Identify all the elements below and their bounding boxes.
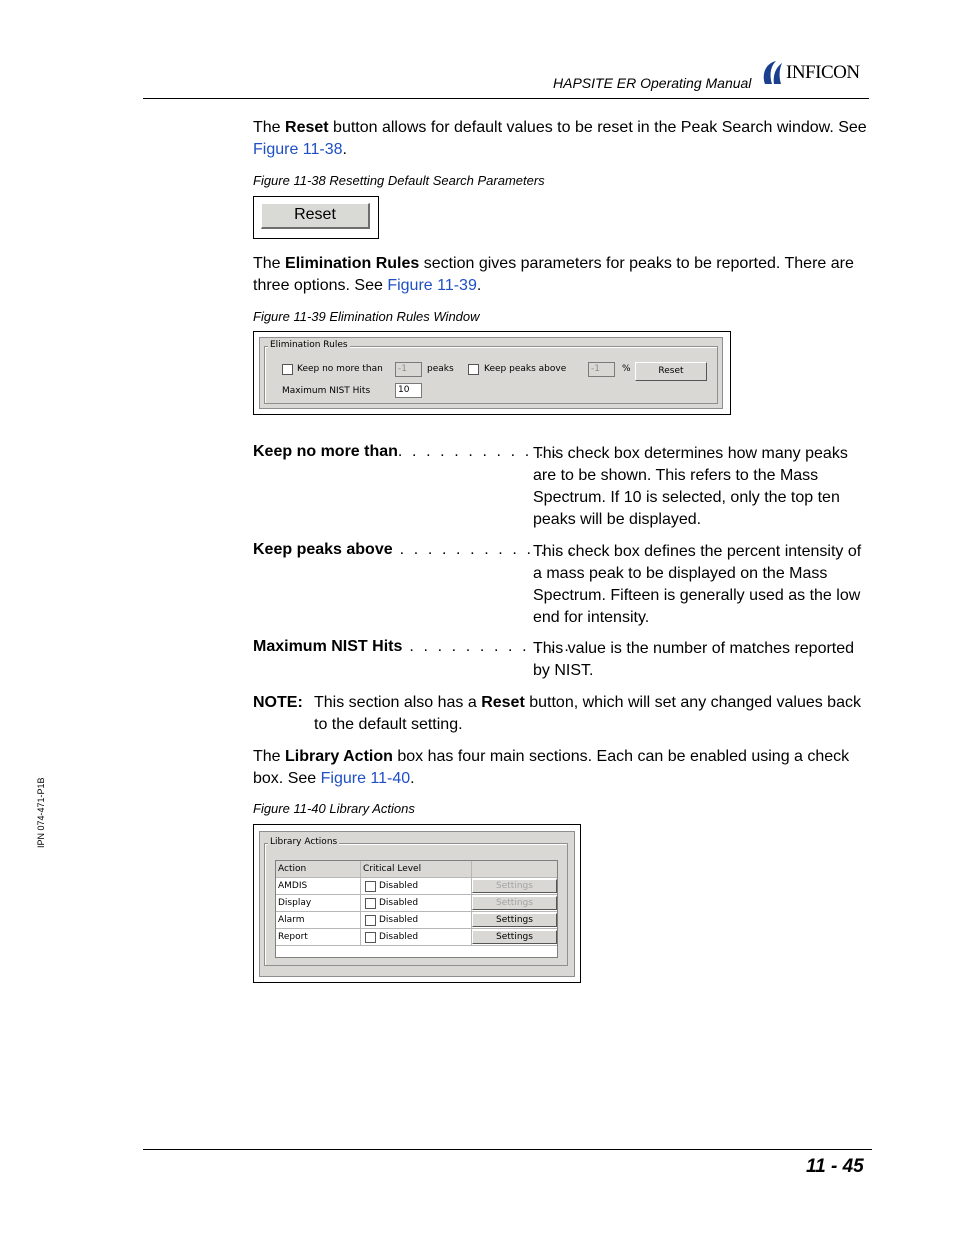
figure-11-38-link[interactable]: Figure 11-38 bbox=[253, 141, 343, 158]
table-row bbox=[276, 929, 557, 946]
definition-term-keep-no-more-than: Keep no more than. . . . . . . . . . . . . bbox=[253, 443, 575, 460]
library-actions-group-title: Library Actions bbox=[270, 837, 338, 847]
keep-peaks-above-label: Keep peaks above bbox=[484, 364, 567, 374]
settings-button-amdis[interactable]: Settings bbox=[472, 879, 557, 893]
library-action-paragraph: The Library Action box has four main sections. Each can be enabled using a check box. See Figure 11-40. bbox=[253, 748, 850, 787]
critical-level-label: Disabled bbox=[379, 915, 419, 925]
reset-paragraph: The Reset button allows for default values to be reset in the Peak Search window. See Figure 11-38. bbox=[253, 119, 867, 158]
library-actions-window bbox=[259, 831, 575, 977]
maximum-nist-hits-label: Maximum NIST Hits bbox=[282, 386, 371, 396]
critical-level-label: Disabled bbox=[379, 932, 419, 942]
library-actions-table bbox=[275, 860, 558, 958]
critical-level-checkbox[interactable] bbox=[365, 898, 376, 909]
row-action-cell: Display bbox=[276, 895, 361, 911]
settings-button-report[interactable]: Settings bbox=[472, 930, 557, 944]
column-header-settings bbox=[472, 861, 557, 877]
footer-rule bbox=[143, 1149, 872, 1150]
figure-11-38-caption: Figure 11-38 Resetting Default Search Parameters bbox=[253, 173, 545, 188]
keep-peaks-above-input[interactable]: -1 bbox=[588, 362, 615, 377]
table-row bbox=[276, 895, 557, 912]
logo-wordmark: INFICON bbox=[786, 62, 860, 83]
document-ipn: IPN 074-471-P1B bbox=[36, 777, 46, 848]
peaks-unit-label: peaks bbox=[427, 364, 454, 374]
percent-unit-label: % bbox=[622, 364, 631, 374]
column-header-critical-level: Critical Level bbox=[361, 861, 472, 877]
definition-term-keep-peaks-above: Keep peaks above . . . . . . . . . . . . . bbox=[253, 541, 576, 558]
row-level-cell bbox=[361, 929, 472, 945]
figure-11-40-link[interactable]: Figure 11-40 bbox=[320, 770, 411, 787]
elimination-rules-group-title: Elimination Rules bbox=[270, 340, 348, 350]
critical-level-checkbox[interactable] bbox=[365, 932, 376, 943]
row-level-cell bbox=[361, 895, 472, 911]
definition-text-keep-no-more-than: This check box determines how many peaks are to be shown. This refers to the Mass Spectrum. If 10 is selected, only the top ten peaks will be displayed. bbox=[533, 445, 848, 528]
row-action-cell: Alarm bbox=[276, 912, 361, 928]
page-number: 11 - 45 bbox=[806, 1156, 864, 1177]
figure-11-38 bbox=[253, 196, 379, 239]
table-row bbox=[276, 878, 557, 895]
figure-11-40-caption: Figure 11-40 Library Actions bbox=[253, 801, 415, 816]
table-header-row bbox=[276, 861, 557, 878]
inficon-logo bbox=[760, 58, 872, 86]
elimination-rules-window bbox=[259, 337, 723, 409]
keep-no-more-than-input[interactable]: -1 bbox=[395, 362, 422, 377]
definition-text-keep-peaks-above: This check box defines the percent intensity of a mass peak to be displayed on the Mass Spectrum. Fifteen is generally used as the low end for intensity. bbox=[533, 543, 862, 626]
figure-11-39 bbox=[253, 331, 731, 415]
row-action-cell: AMDIS bbox=[276, 878, 361, 894]
critical-level-label: Disabled bbox=[379, 881, 419, 891]
note-label: NOTE: bbox=[253, 694, 303, 711]
table-row bbox=[276, 912, 557, 929]
header-rule bbox=[143, 98, 869, 99]
reset-button[interactable]: Reset bbox=[261, 203, 370, 229]
definition-term-maximum-nist-hits: Maximum NIST Hits . . . . . . . . . . . . bbox=[253, 638, 572, 655]
inficon-logo-mark-icon bbox=[760, 58, 786, 86]
elimination-rules-paragraph: The Elimination Rules section gives parameters for peaks to be reported. There are three options. See Figure 11-39. bbox=[253, 255, 854, 294]
figure-11-39-link[interactable]: Figure 11-39 bbox=[387, 277, 477, 294]
keep-peaks-above-checkbox[interactable] bbox=[468, 364, 479, 375]
figure-11-40 bbox=[253, 824, 581, 983]
note-text: This section also has a Reset button, which will set any changed values back to the default setting. bbox=[314, 694, 861, 733]
row-level-cell bbox=[361, 878, 472, 894]
settings-button-display[interactable]: Settings bbox=[472, 896, 557, 910]
settings-button-alarm[interactable]: Settings bbox=[472, 913, 557, 927]
keep-no-more-than-label: Keep no more than bbox=[297, 364, 383, 374]
elimination-reset-button[interactable]: Reset bbox=[635, 362, 707, 381]
critical-level-checkbox[interactable] bbox=[365, 881, 376, 892]
row-level-cell bbox=[361, 912, 472, 928]
keep-no-more-than-checkbox[interactable] bbox=[282, 364, 293, 375]
row-action-cell: Report bbox=[276, 929, 361, 945]
column-header-action: Action bbox=[276, 861, 361, 877]
running-header-title: HAPSITE ER Operating Manual bbox=[553, 75, 752, 91]
critical-level-checkbox[interactable] bbox=[365, 915, 376, 926]
definition-text-maximum-nist-hits: This value is the number of matches reported by NIST. bbox=[533, 640, 855, 679]
maximum-nist-hits-input[interactable]: 10 bbox=[395, 383, 422, 398]
critical-level-label: Disabled bbox=[379, 898, 419, 908]
figure-11-39-caption: Figure 11-39 Elimination Rules Window bbox=[253, 309, 480, 324]
